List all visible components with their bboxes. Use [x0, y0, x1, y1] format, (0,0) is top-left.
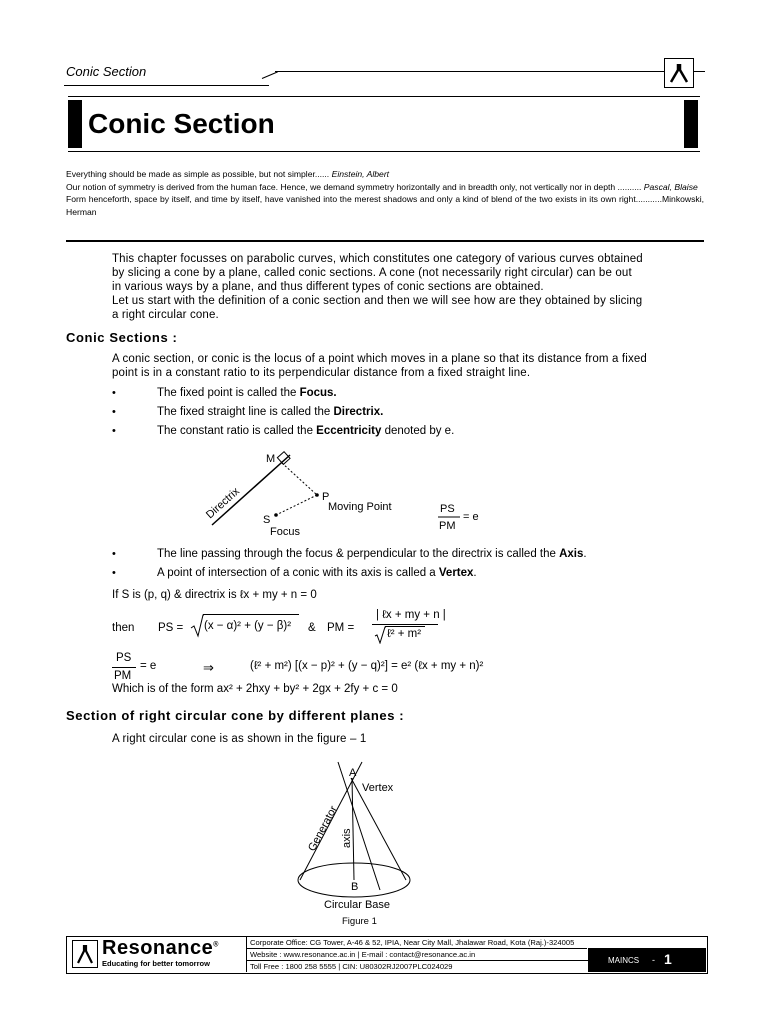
page-code-badge — [588, 948, 706, 972]
page-code-sep: - — [652, 955, 655, 965]
bullet-icon: • — [112, 548, 116, 560]
section-heading-conic-sections: Conic Sections : — [66, 330, 178, 345]
label-directrix: Directrix — [203, 485, 242, 522]
math-ps-lhs: PS = — [158, 622, 184, 634]
section-heading-right-circular-cone: Section of right circular cone by different planes : — [66, 708, 405, 723]
bullet-eccentricity: The constant ratio is called the Eccentricity denoted by e. — [157, 425, 455, 437]
sqrt-bar — [385, 626, 425, 627]
label-p: P — [322, 491, 330, 503]
math-then: then — [112, 622, 135, 634]
title-bar-left — [68, 100, 82, 148]
label-moving-point: Moving Point — [328, 501, 392, 513]
math-pm-numerator: | ℓx + my + n | — [376, 609, 446, 621]
label-b: B — [351, 881, 359, 893]
page-code: MAINCS — [608, 956, 640, 965]
footer-toll-free: Toll Free : 1800 258 5555 | CIN: U80302RJ2007PLC024029 — [250, 962, 453, 971]
math-pm-denominator: ℓ² + m² — [387, 628, 422, 640]
brand-name: Resonance® — [102, 937, 219, 959]
bullet-axis: The line passing through the focus & perpendicular to the directrix is called the Axis. — [157, 548, 587, 560]
bullet-icon: • — [112, 425, 116, 437]
implies-icon: ⇒ — [203, 660, 214, 675]
ratio-denominator: PM — [439, 520, 456, 532]
figure-caption: Figure 1 — [342, 916, 377, 927]
footer-website: Website : www.resonance.ac.in | E-mail : contact@resonance.ac.in — [250, 950, 476, 959]
ps-segment — [276, 495, 317, 515]
point-s — [274, 513, 278, 517]
bullet-icon: • — [112, 567, 116, 579]
brand-tagline: Educating for better tomorrow — [102, 959, 210, 968]
divider — [66, 240, 704, 242]
bullet-vertex: A point of intersection of a conic with its axis is called a Vertex. — [157, 567, 477, 579]
point-p — [315, 493, 319, 497]
frac-bar — [112, 667, 136, 668]
label-m: M — [266, 453, 276, 465]
sqrt-bar — [203, 614, 299, 615]
math-line-directrix: If S is (p, q) & directrix is ℓx + my + n = 0 — [112, 589, 317, 601]
title-bar-right — [684, 100, 698, 148]
intro-paragraph: This chapter focusses on parabolic curves, which constitutes one category of various curves obtained by slicing a cone by a plane, called conic sections. A cone (not necessarily right circular) can be out in various ways by a plane, and thus different types of conic sections are obtained. Let us start with the definition of a conic section and then we will see how are they obtained by slicing a right circular cone. — [112, 253, 643, 321]
footer-corporate-office: Corporate Office: CG Tower, A-46 & 52, IPIA, Near City Mall, Jhalawar Road, Kota (Raj.)-324005 — [250, 938, 575, 947]
label-s: S — [263, 514, 271, 526]
directrix-line — [212, 455, 290, 525]
math-general-form: Which is of the form ax² + 2hxy + by² + 2gx + 2fy + c = 0 — [112, 683, 398, 695]
chapter-title: Conic Section — [88, 108, 275, 139]
label-focus: Focus — [270, 526, 300, 538]
running-title: Conic Section — [66, 64, 147, 79]
sqrt-icon — [374, 626, 386, 644]
sqrt-icon — [190, 614, 204, 638]
math-frac-numerator: PS — [116, 652, 132, 664]
brand-logo-icon — [72, 940, 98, 968]
math-ps-radicand: (x − α)² + (y − β)² — [204, 620, 292, 632]
focus-directrix-figure — [190, 445, 510, 545]
page-number: 1 — [664, 951, 672, 967]
bullet-icon: • — [112, 387, 116, 399]
math-frac-denominator: PM — [114, 670, 132, 682]
cone-intro-text: A right circular cone is as shown in the figure – 1 — [112, 733, 367, 745]
quote-1: Everything should be made as simple as possible, but not simpler...... Einstein, Albert — [66, 169, 390, 179]
header-rule-upper — [275, 71, 705, 72]
definition-paragraph: A conic section, or conic is the locus of a point which moves in a plane so that its distance from a fixed point is in a constant ratio to its perpendicular distance from a fixed straight line. — [112, 353, 647, 379]
header-rule — [64, 85, 269, 86]
bullet-directrix: The fixed straight line is called the Directrix. — [157, 406, 384, 418]
bullet-icon: • — [112, 406, 116, 418]
bullet-focus: The fixed point is called the Focus. — [157, 387, 337, 399]
pm-fraction-bar — [372, 624, 438, 625]
math-pm-lhs: PM = — [327, 622, 355, 634]
right-angle-mark — [277, 452, 290, 465]
footer-divider — [247, 948, 587, 949]
math-frac-equals: = e — [140, 660, 157, 672]
quote-2: Our notion of symmetry is derived from the human face. Hence, we demand symmetry horizontally and in breadth only, not vertically nor in depth .......... Pascal, Blaise — [66, 181, 698, 192]
ratio-equals: = e — [463, 511, 479, 523]
label-generator: Generator — [306, 804, 340, 854]
ratio-numerator: PS — [440, 503, 455, 515]
label-vertex: Vertex — [362, 782, 394, 794]
label-a: A — [349, 767, 357, 779]
math-amp: & — [308, 622, 316, 634]
cone-figure — [290, 756, 440, 931]
label-circular-base: Circular Base — [324, 899, 391, 911]
logo-icon — [664, 58, 694, 88]
header-rule-slant — [262, 71, 278, 79]
label-axis: axis — [341, 828, 353, 848]
math-expanded: (ℓ² + m²) [(x − p)² + (y − q)²] = e² (ℓx + my + n)² — [250, 660, 484, 672]
epigraph-quotes — [66, 168, 704, 218]
quote-3: Form henceforth, space by itself, and time by itself, have vanished into the merest shadows and only a kind of blend of the two exists in its own right...........Minkowski, Herman — [66, 194, 704, 217]
pm-segment — [282, 463, 317, 495]
